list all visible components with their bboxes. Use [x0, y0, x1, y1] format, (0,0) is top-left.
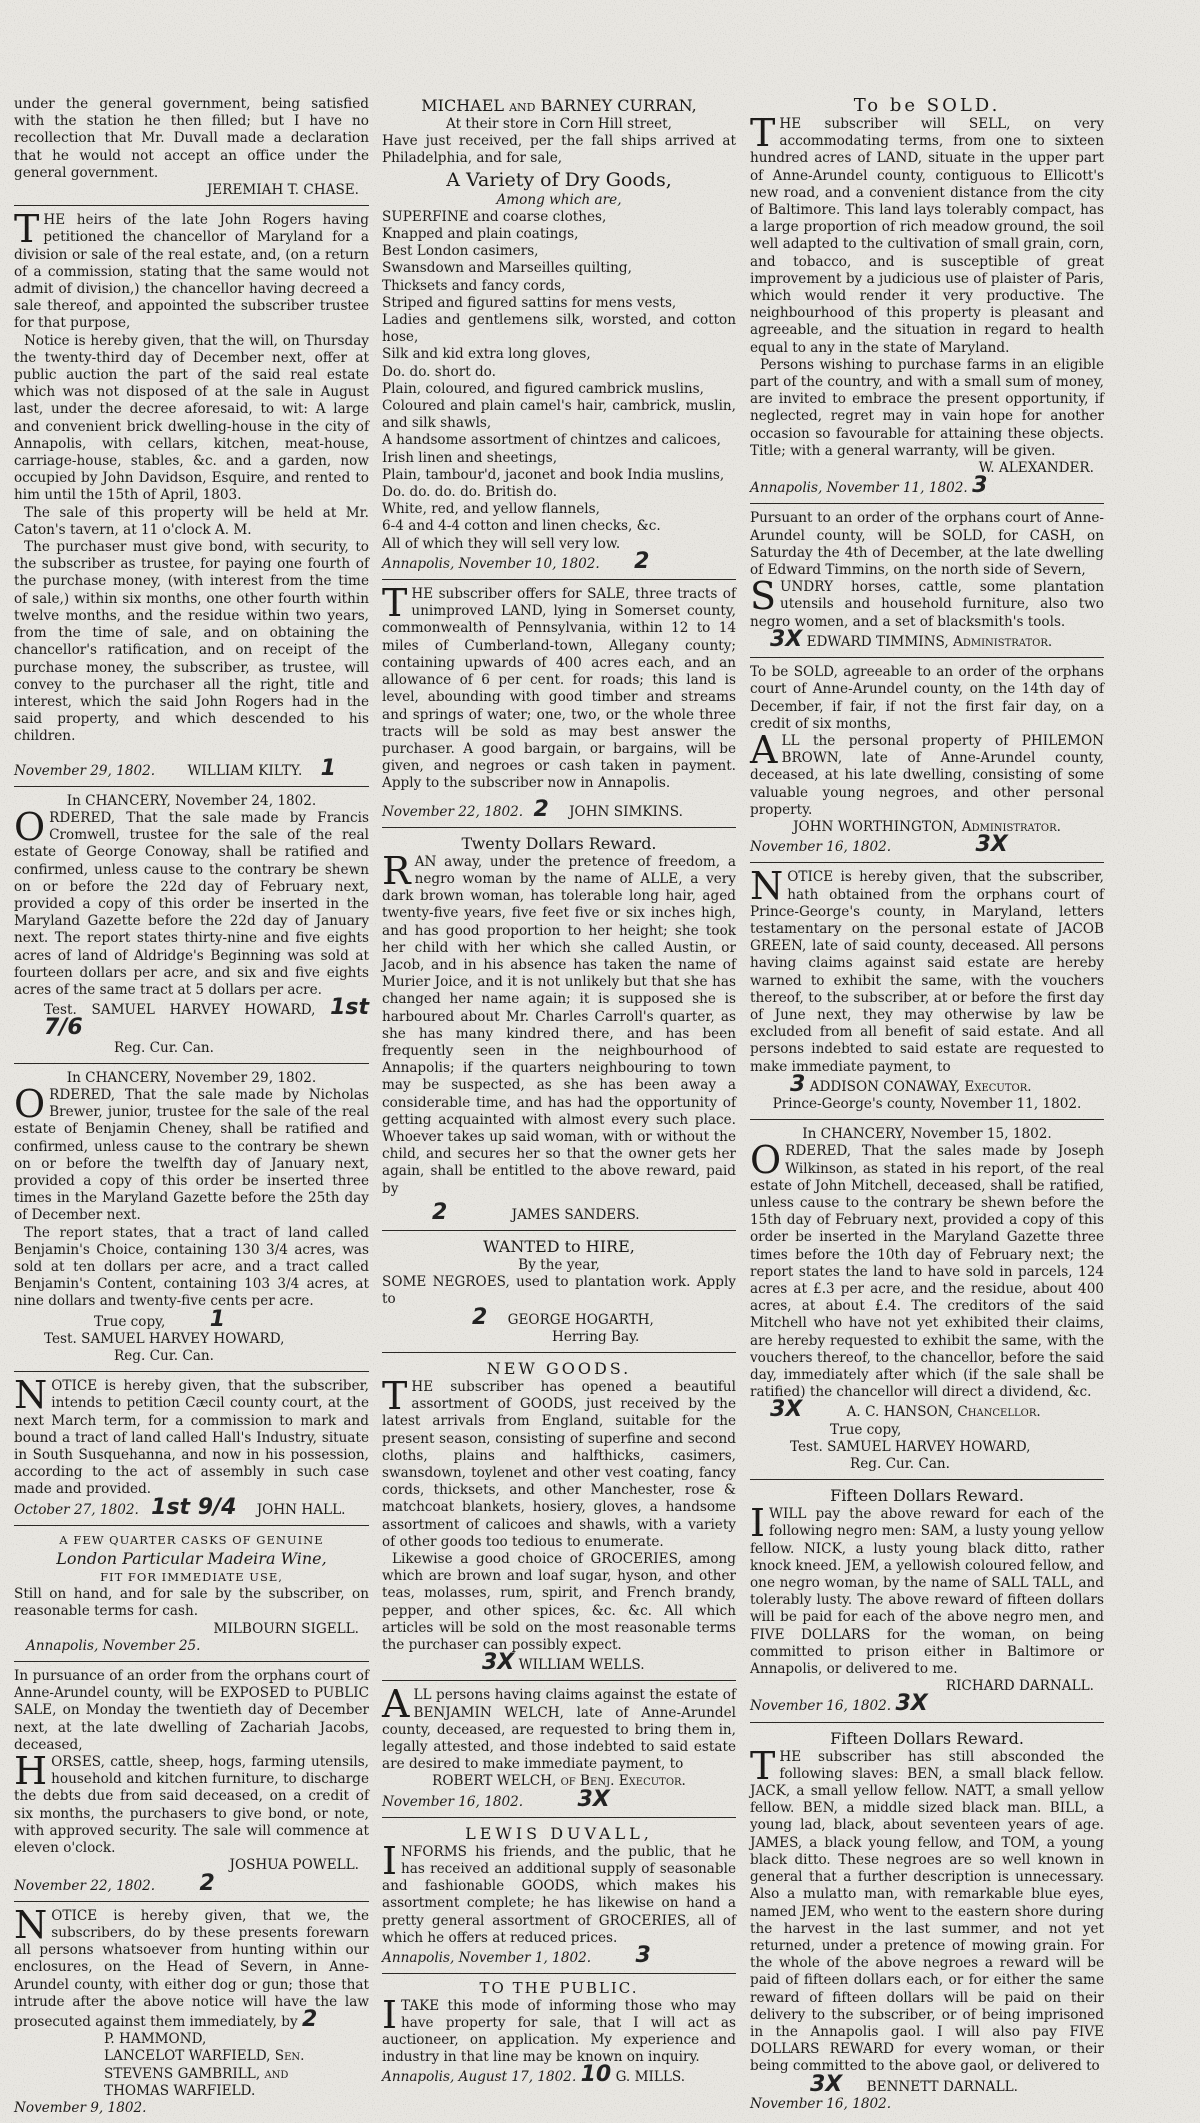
alexander-signature: W. ALEXANDER. [978, 460, 1094, 477]
hunting-name-1: P. HAMMOND, [104, 2031, 207, 2048]
brown-p1: To be SOLD, agreeable to an order of the orphans court of Anne-Arundel county, on the 14th day of December, if fair, if not the first fair day, on a credit of six months, [750, 664, 1104, 732]
wells-signature: WILLIAM WELLS. [518, 1657, 645, 1674]
hunting-name-4: THOMAS WARFIELD. [104, 2082, 256, 2099]
divider [382, 1973, 736, 1974]
timmins-p2: UNDRY horses, cattle, some plantation utensils and household furniture, also two negro women, and a set of blacksmith's tools. [750, 579, 1104, 630]
handwritten-mark: 3 [635, 1943, 651, 1969]
list-item: Ladies and gentlemens silk, worsted, and cotton hose, [382, 312, 736, 346]
drop-cap: N [14, 1902, 48, 1947]
welch-date: November 16, 1802. [382, 1793, 524, 1810]
mills-date: Annapolis, August 17, 1802. [382, 2069, 577, 2086]
divider [382, 1230, 736, 1231]
handwritten-mark: 10 [580, 2062, 612, 2088]
divider [750, 1479, 1104, 1480]
curran-dry-goods-ad [382, 96, 736, 573]
handwritten-mark: 2 [472, 1304, 488, 1330]
handwritten-mark: 2 [301, 2006, 318, 2032]
brown-p2: LL the personal property of PHILEMON BROWN, late of Anne-Arundel county, deceased, at his late dwelling, consisting of some valuable young negroes, and other personal property. [750, 732, 1104, 818]
chancery-2-text: RDERED, That the sale made by Nicholas Brewer, junior, trustee for the sale of the real estate of Benjamin Cheney, shall be ratified and confirmed, unless cause to the contrary be shewn on or before the twelfth day of January next, provided a copy of this order be inserted three times in the Maryland Gazette before the 25th day of December next. [14, 1086, 369, 1224]
sanders-heading: Twenty Dollars Reward. [461, 833, 657, 853]
darnall-1-text: WILL pay the above reward for each of the following negro men: SAM, a lusty young yellow fellow. NICK, a lusty young black ditto, rather knock kneed. JEM, a yellowish coloured fellow, and one negro woman, by the name of SALL TALL, and tolerably lusty. The above reward of fifteen dollars will be paid for each of the above negro men, and FIVE DOLLARS for the woman, on being committed to prison either in Baltimore or Annapolis, or delivered to me. [750, 1506, 1104, 1678]
hogarth-text: SOME NEGROES, used to plantation work. Apply to [382, 1274, 736, 1308]
drop-cap: T [14, 207, 40, 252]
list-item: Silk and kid extra long gloves, [382, 346, 591, 363]
wells-heading: NEW GOODS. [486, 1359, 632, 1378]
brown-sale [750, 664, 1104, 856]
drop-cap: H [14, 1749, 48, 1794]
handwritten-mark: 1 [209, 1306, 226, 1332]
sanders-reward-ad [382, 834, 736, 1224]
handwritten-mark: 2 [199, 1870, 215, 1896]
chancery-1-test: Test. SAMUEL HARVEY HOWARD, [44, 1002, 316, 1019]
richard-darnall-reward-ad [750, 1486, 1104, 1715]
mitchell-signature: A. C. HANSON, Chancellor. [846, 1404, 1041, 1421]
darnall-2-text: HE subscriber has still absconded the following slaves: BEN, a small black fellow. JACK, a small yellow fellow. NATT, a small yellow fellow. BEN, a middle sized black man. BILL, a young lad, black, about seventeen years of age. JAMES, a black young fellow, and TOM, a young black ditto. These negroes are so well known in general that a further description is unnecessary. Also a mulatto man, with remarkable blue eyes, named JEM, who went to the eastern shore during the harvest in the last summer, and not yet returned, under a pretence of mowing grain. For the whole of the above negroes a reward will be paid of fifteen dollars each, or for either the same reward of fifteen dollars will be paid on their delivery to the subscriber, or of being imprisoned in the Annapolis gaol. I will also pay FIVE DOLLARS REWARD for every woman, or their being committed to the above gaol, or delivered to [750, 1748, 1104, 2075]
curran-items [382, 209, 736, 553]
simkins-signature: JOHN SIMKINS. [569, 803, 683, 820]
handwritten-mark: 2 [634, 548, 650, 574]
list-item: 6-4 and 4-4 cotton and linen checks, &c. [382, 518, 661, 535]
rogers-signature: WILLIAM KILTY. [187, 762, 303, 779]
handwritten-mark: 3X [770, 1397, 803, 1423]
mitchell-heading: In CHANCERY, November 15, 1802. [802, 1126, 1052, 1143]
hogarth-signature: GEORGE HOGARTH, [507, 1311, 654, 1328]
madeira-signature: MILBOURN SIGELL. [213, 1620, 359, 1637]
list-item: Striped and figured sattins for mens vests, [382, 294, 677, 311]
madeira-line-1: A FEW QUARTER CASKS OF GENUINE [59, 1532, 324, 1547]
column-1 [14, 96, 369, 2123]
drop-cap: T [750, 111, 776, 155]
divider [14, 1371, 369, 1372]
divider [14, 1063, 369, 1064]
drop-cap: A [750, 727, 778, 772]
darnall-1-signature: RICHARD DARNALL. [945, 1678, 1094, 1695]
handwritten-mark: 1st 9/4 [151, 1494, 237, 1520]
drop-cap: I [750, 1501, 766, 1546]
handwritten-mark: 3X [770, 626, 803, 652]
chancery-1-heading: In CHANCERY, November 24, 1802. [66, 792, 317, 809]
mills-auctioneer-ad [382, 1980, 736, 2086]
sanders-text: AN away, under the pretence of freedom, a negro woman by the name of ALLE, a very dark brown woman, has tolerable long hair, aged twenty-five years, five feet five or six inches high, and has good proportion to her height; she took her child with her which she called Austin, or Jacob, and in his absence has taken the name of Murier Joice, and it is not unlikely but that she has changed her name again; it is supposed she is harboured about Mr. Charles Carroll's quarter, as she has many kindred there, and has been frequently seen in the neighbourhood of Annapolis; if the quarters neighbouring to town may be suspected, as she has been away a considerable time, and has had the opportunity of getting acquainted with almost every such place. Whoever takes up said woman, with or without the child, and secures her so that the owner gets her again, shall be entitled to the above reward, paid by [382, 853, 736, 1197]
welch-estate-notice [382, 1682, 736, 1812]
jacobs-date: November 22, 1802. [14, 1877, 156, 1894]
divider [382, 827, 736, 828]
rogers-p1: HE heirs of the late John Rogers having petitioned the chancellor of Maryland for a division or sale of the real estate, and, (on a return of a commission, stating that the same would not admit of division,) the chancellor having decreed a sale thereof, and appointed the subscriber trustee for that purpose, [14, 212, 369, 332]
chase-signature: JEREMIAH T. CHASE. [206, 182, 359, 199]
list-item: Swansdown and Marseilles quilting, [382, 260, 632, 277]
chancery-notice-1 [14, 793, 369, 1057]
brown-date: November 16, 1802. [750, 839, 892, 856]
welch-signature: ROBERT WELCH, of Benj. Executor. [432, 1773, 686, 1790]
wells-new-goods-ad [382, 1359, 736, 1674]
list-item: Knapped and plain coatings, [382, 226, 579, 243]
list-item: SUPERFINE and coarse clothes, [382, 208, 607, 225]
jacobs-signature: JOSHUA POWELL. [229, 1857, 359, 1874]
divider [382, 1817, 736, 1818]
handwritten-mark: 3X [895, 1691, 928, 1717]
hogarth-place: Herring Bay. [552, 1328, 640, 1345]
hunting-name-2: LANCELOT WARFIELD, Sen. [104, 2048, 305, 2065]
handwritten-mark: 3X [577, 1786, 610, 1812]
list-item: A handsome assortment of chintzes and calicoes, [382, 432, 721, 449]
divider [750, 1722, 1104, 1723]
mills-heading: TO THE PUBLIC. [479, 1979, 639, 1998]
mitchell-text: RDERED, That the sales made by Joseph Wilkinson, as stated in his report, of the real estate of John Mitchell, deceased, shall be ratified, unless cause to the contrary be shewn before the 15th day of February next, provided a copy of this order be inserted in the Maryland Gazette three times before the 10th day of February next; the report states the land to have sold in parcels, 124 acres at £.3 per acre, and the residue, about 400 acres, at about £.4. The creditors of the said Mitchell who have not yet exhibited their claims, are hereby requested to exhibit the same, with the vouchers thereof, to the chancellor, before the said day, immediately after which (if the sale shall be ratified) the chancellor will direct a dividend, &c. [750, 1143, 1104, 1401]
hunting-notice [14, 1902, 369, 2117]
rogers-notice [14, 207, 369, 781]
madeira-line-3: FIT FOR IMMEDIATE USE, [100, 1570, 283, 1585]
drop-cap: O [750, 1138, 782, 1183]
drop-cap: N [14, 1373, 48, 1418]
curran-among: Among which are, [496, 191, 622, 208]
timmins-signature: EDWARD TIMMINS, Administrator. [806, 633, 1053, 650]
darnall-1-date: November 16, 1802. [750, 1698, 892, 1715]
green-text: OTICE is hereby given, that the subscriber, hath obtained from the orphans court of Prince-George's county, in Maryland, letters testamentary on the personal estate of JACOB GREEN, late of said county, deceased. All persons having claims against said estate are hereby warned to exhibit the same, with the vouchers thereof, to the subscriber, at or before the first day of June next, they may otherwise by law be excluded from all benefit of said estate. And all persons indebted to said estate are requested to make immediate payment, to [750, 869, 1104, 1075]
divider [14, 205, 369, 206]
darnall-1-heading: Fifteen Dollars Reward. [830, 1486, 1024, 1506]
madeira-text: Still on hand, and for sale by the subscriber, on reasonable terms for cash. [14, 1586, 369, 1620]
chancery-2-copy: True copy, [94, 1313, 166, 1330]
list-item: Plain, coloured, and figured cambrick muslins, [382, 380, 704, 397]
rogers-date: November 29, 1802. [14, 762, 156, 779]
alexander-p2: Persons wishing to purchase farms in an eligible part of the country, and with a small sum of money, are invited to embrace the present opportunity, if neglected, regret may in vain hope for another occasion so favourable for attaining these objects. Title; with a general warranty, will be given. [750, 356, 1104, 459]
sanders-signature: JAMES SANDERS. [511, 1206, 640, 1223]
chancery-2-reg: Reg. Cur. Can. [114, 1348, 215, 1365]
darnall-2-date: November 16, 1802. [750, 2095, 892, 2112]
simkins-land-ad [382, 581, 736, 822]
duvall-text: NFORMS his friends, and the public, that he has received an additional supply of seasonable and fashionable GOODS, which makes his assortment complete; he has likewise on hand a pretty general assortment of GROCERIES, all of which he offers at reduced prices. [382, 1843, 736, 1946]
drop-cap: R [382, 848, 411, 893]
divider [750, 862, 1104, 863]
divider [750, 503, 1104, 504]
divider [382, 1680, 736, 1681]
handwritten-mark: 2 [533, 796, 549, 822]
green-place: Prince-George's county, November 11, 1802. [772, 1095, 1082, 1112]
simkins-text: HE subscriber offers for SALE, three tracts of unimproved LAND, lying in Somerset county, commonwealth of Pennsylvania, within 12 to 14 miles of Cumberland-town, Allegany county; containing upwards of 400 acres each, and an allowance of 6 per cent. for roads; this land is level, abounding with good timber and streams and springs of water; one, two, or the whole three tracts will be sold as may best answer the purchaser. A good bargain, or bargains, will be given, and negroes or cash taken in payment. Apply to the subscriber now in Annapolis. [382, 586, 736, 792]
wells-p1: HE subscriber has opened a beautiful assortment of GOODS, just received by the latest arrivals from England, suitable for the present season, consisting of superfine and second cloths, plains and halfthicks, casimers, swansdown, toylenet and other vest coating, fancy cords, thicksets, and other Manchester, rose & matchcoat blankets, hosiery, gloves, a handsome assortment of calicoes and shawls, with a variety of other goods too tedious to enumerate. [382, 1379, 736, 1550]
alexander-land-ad [750, 96, 1104, 497]
mitchell-test: Test. SAMUEL HARVEY HOWARD, [790, 1438, 1031, 1455]
green-estate-notice [750, 864, 1104, 1113]
bennett-darnall-reward-ad [750, 1729, 1104, 2113]
chancery-notice-2 [14, 1070, 369, 1365]
rogers-p3: The sale of this property will be held at Mr. Caton's tavern, at 11 o'clock A. M. [14, 504, 369, 538]
madeira-date: Annapolis, November 25. [26, 1637, 201, 1654]
duvall-date: Annapolis, November 1, 1802. [382, 1950, 592, 1967]
jacobs-p1: In pursuance of an order from the orphans court of Anne-Arundel county, will be EXPOSED to PUBLIC SALE, on Monday the twentieth day of December next, at the late dwelling of Zachariah Jacobs, deceased, [14, 1668, 369, 1753]
handwritten-mark: 1st 7/6 [44, 995, 370, 1041]
duvall-goods-ad [382, 1824, 736, 1967]
hogarth-by-year: By the year, [518, 1256, 600, 1273]
drop-cap: I [382, 1838, 398, 1883]
alexander-heading: To be SOLD. [853, 95, 1001, 116]
handwritten-mark: 3X [482, 1650, 515, 1676]
divider [382, 1352, 736, 1353]
drop-cap: T [750, 1743, 776, 1788]
mills-text: TAKE this mode of informing those who may have property for sale, that I will act as auctioneer, on application. My experience and industry in that line may be known on inquiry. [382, 1997, 736, 2066]
darnall-2-heading: Fifteen Dollars Reward. [830, 1728, 1024, 1748]
list-item: All of which they will sell very low. [382, 535, 621, 552]
list-item: Do. do. do. do. British do. [382, 484, 558, 501]
rogers-p4: The purchaser must give bond, with security, to the subscriber as trustee, for paying one fourth of the purchase money, (with interest from the time of sale,) within six months, one other fourth within twelve months, and the residue within two years, from the time of sale, and on obtaining the chancellor's ratification, and on receipt of the purchase money, the subscriber, as trustee, will convey to the purchaser all the right, title and interest, which the said John Rogers had in the said property, and which descended to his children. [14, 539, 369, 745]
list-item: Thicksets and fancy cords, [382, 277, 566, 294]
brown-signature: JOHN WORTHINGTON, Administrator. [793, 818, 1061, 835]
simkins-date: November 22, 1802. [382, 803, 524, 820]
chancery-2-test: Test. SAMUEL HARVEY HOWARD, [44, 1330, 285, 1347]
curran-date: Annapolis, November 10, 1802. [382, 555, 600, 572]
drop-cap: O [14, 1081, 46, 1126]
chancery-2-heading: In CHANCERY, November 29, 1802. [66, 1069, 317, 1086]
drop-cap: I [382, 1992, 398, 2037]
column-2 [382, 96, 736, 2093]
divider [750, 1119, 1104, 1120]
divider [750, 657, 1104, 658]
curran-heading: MICHAEL and BARNEY CURRAN, [421, 96, 697, 115]
hall-text: OTICE is hereby given, that the subscriber, intends to petition Cæcil county court, at the next March term, for a commission to mark and bound a tract of land called Hall's Industry, situate in South Susquehanna, and now in his possession, according to the act of assembly in such case made and provided. [14, 1378, 369, 1498]
divider [382, 579, 736, 580]
curran-store: At their store in Corn Hill street, [446, 116, 672, 132]
hunting-text: OTICE is hereby given, that we, the subscribers, do by these presents forewarn all persons whatsoever from hunting within our enclosures, on the Head of Severn, in Anne-Arundel county, with either dog or gun; those that intrude after the above notice will have the law prosecuted against them immediately, by [14, 1907, 369, 2030]
hogarth-wanted-ad [382, 1237, 736, 1346]
column-3 [750, 96, 1104, 2119]
madeira-title: London Particular Madeira Wine, [56, 1549, 327, 1569]
divider [14, 1525, 369, 1526]
alexander-date: Annapolis, November 11, 1802. [750, 480, 968, 497]
list-item: White, red, and yellow flannels, [382, 501, 600, 518]
rogers-p2: Notice is hereby given, that the will, on Thursday the twenty-third day of December next, offer at public auction the part of the said real estate which was not disposed of at the sale in August last, under the decree aforesaid, to wit: A large and convenient brick dwelling-house in the city of Annapolis, with cellars, kitchen, meat-house, carriage-house, stables, &c. and a garden, now occupied by John Davidson, Esquire, and rented to him until the 15th of April, 1803. [14, 332, 369, 504]
hunting-date: November 9, 1802. [14, 2099, 147, 2116]
madeira-wine-ad [14, 1532, 369, 1655]
mills-signature: G. MILLS. [615, 2069, 686, 2086]
handwritten-mark: 1 [320, 755, 336, 781]
jacobs-sale [14, 1668, 369, 1895]
handwritten-mark: 2 [432, 1199, 448, 1225]
list-item: Do. do. short do. [382, 363, 496, 380]
curran-title: A Variety of Dry Goods, [446, 168, 672, 191]
handwritten-mark: 3 [972, 473, 988, 499]
handwritten-mark: 3 [790, 1071, 806, 1097]
timmins-sale [750, 510, 1104, 651]
divider [14, 1901, 369, 1902]
duvall-heading: LEWIS DUVALL, [465, 1823, 653, 1843]
hall-notice [14, 1373, 369, 1520]
divider [14, 1661, 369, 1662]
welch-text: LL persons having claims against the estate of BENJAMIN WELCH, late of Anne-Arundel county, deceased, are requested to bring them in, legally attested, and those indebted to said estate are desired to make immediate payment, to [382, 1687, 736, 1773]
mitchell-copy: True copy, [830, 1421, 902, 1438]
green-signature: ADDISON CONAWAY, Executor. [809, 1078, 1032, 1095]
curran-received: Have just received, per the fall ships arrived at Philadelphia, and for sale, [382, 133, 736, 167]
chancery-2-report: The report states, that a tract of land called Benjamin's Choice, containing 130 3/4 acres, was sold at ten dollars per acre, and a tract called Benjamin's Content, containing 103 3/4 acres, at nine dollars and twenty-five cents per acre. [14, 1224, 369, 1310]
drop-cap: N [750, 864, 784, 909]
handwritten-mark: 3X [810, 2071, 843, 2097]
chase-text: under the general government, being satisfied with the station he then filled; but I have no recollection that Mr. Duvall made a declaration that he would not accept an office under the general government. [14, 96, 369, 181]
hall-date: October 27, 1802. [14, 1501, 139, 1518]
darnall-2-signature: BENNETT DARNALL. [866, 2078, 1018, 2095]
mitchell-chancery-notice [750, 1126, 1104, 1473]
drop-cap: O [14, 804, 46, 849]
drop-cap: T [382, 581, 408, 626]
hunting-name-3: STEVENS GAMBRILL, and [104, 2065, 289, 2082]
timmins-p1: Pursuant to an order of the orphans court of Anne-Arundel county, will be SOLD, for CASH, on Saturday the 4th of December, at the late dwelling of Edward Timmins, on the north side of Severn, [750, 510, 1104, 579]
drop-cap: S [750, 574, 777, 619]
wells-p2: Likewise a good choice of GROCERIES, among which are brown and loaf sugar, hyson, and other teas, molasses, rum, spirit, and French brandy, pepper, and other spices, &c. &c. All which articles will be sold on the most reasonable terms the purchaser can possibly expect. [382, 1551, 736, 1654]
alexander-p1: HE subscriber will SELL, on very accommodating terms, from one to sixteen hundred acres of LAND, situate in the upper part of Anne-Arundel county, contiguous to Ellicott's new road, and a convenient distance from the city of Baltimore. This land lays tolerably compact, has a large proportion of rich meadow ground, the soil well adapted to the cultivation of small grain, corn, and tobacco, and is susceptible of great improvement by a judicious use of plaister of Paris, which would render it very productive. The neighbourhood of this property is pleasant and agreeable, and the situation in regard to health equal to any in the state of Maryland. [750, 116, 1104, 356]
list-item: Plain, tambour'd, jaconet and book India muslins, [382, 466, 725, 483]
divider [14, 786, 369, 787]
mitchell-reg: Reg. Cur. Can. [850, 1456, 951, 1473]
hogarth-heading: WANTED to HIRE, [483, 1236, 635, 1256]
drop-cap: T [382, 1374, 408, 1418]
chancery-1-reg: Reg. Cur. Can. [114, 1039, 215, 1056]
list-item: Irish linen and sheetings, [382, 449, 558, 466]
chancery-1-text: RDERED, That the sale made by Francis Cromwell, trustee for the sale of the real estate of George Conoway, shall be ratified and confirmed, unless cause to the contrary be shewn on or before the 22d day of February next, provided a copy of this order be inserted in the Maryland Gazette before the 22d day of January next. The report states thirty-nine and five eights acres of land of Aldridge's Beginning was sold at fourteen dollars per acre, and six and five eights acres of the same tract at 5 dollars per acre. [14, 809, 369, 998]
chase-notice [14, 96, 369, 199]
jacobs-p2: ORSES, cattle, sheep, hogs, farming utensils, household and kitchen furniture, to discharge the debts due from said deceased, on a credit of six months, the purchasers to give bond, or note, with approved security. The sale will commence at eleven o'clock. [14, 1754, 369, 1857]
drop-cap: A [382, 1682, 410, 1727]
hall-signature: JOHN HALL. [256, 1501, 346, 1518]
handwritten-mark: 3X [975, 832, 1008, 858]
list-item: Best London casimers, [382, 243, 539, 260]
list-item: Coloured and plain camel's hair, cambrick, muslin, and silk shawls, [382, 398, 736, 432]
